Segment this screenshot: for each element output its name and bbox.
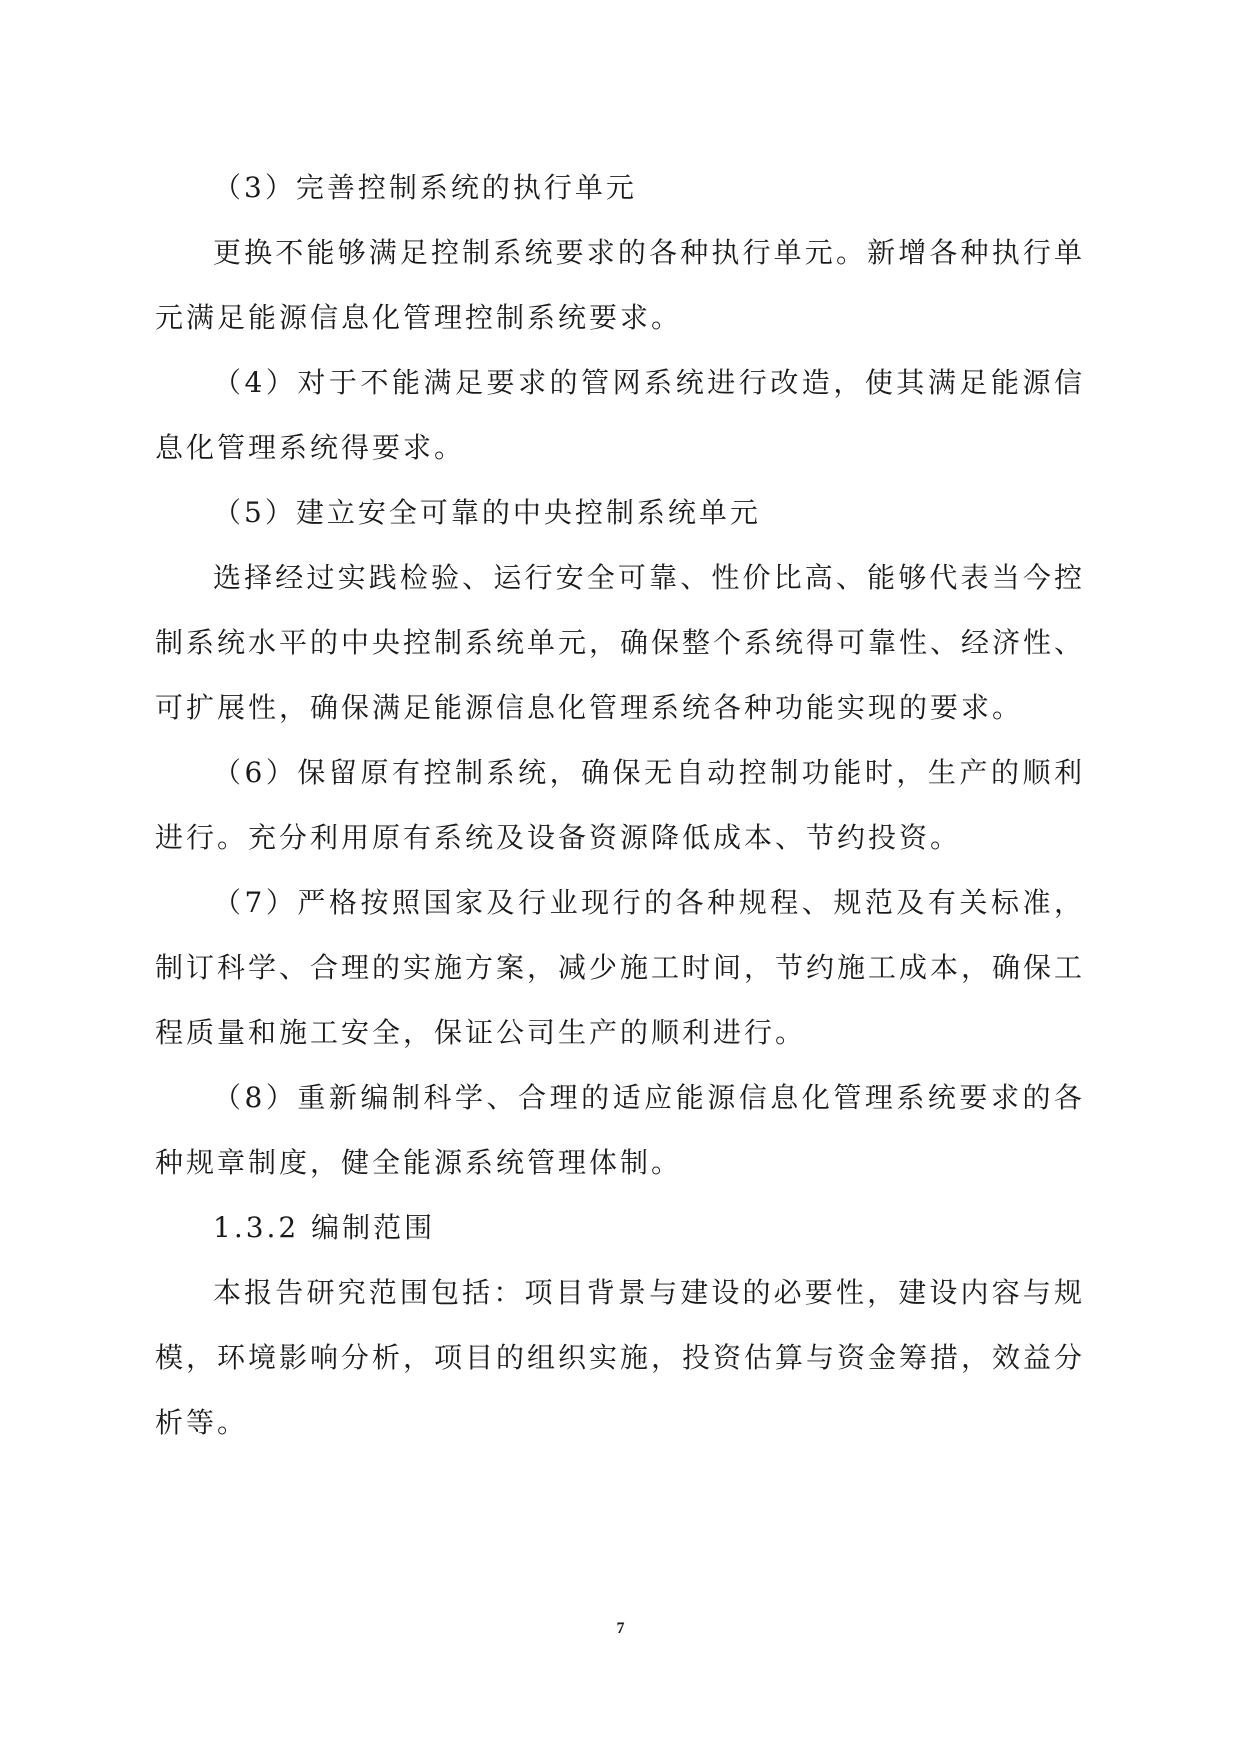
paragraph-5-body: 选择经过实践检验、运行安全可靠、性价比高、能够代表当今控制系统水平的中央控制系统单元，确保整个系统得可靠性、经济性、可扩展性，确保满足能源信息化管理系统各种功能实现的要求。 [155, 561, 1086, 724]
paragraph-3-body: 更换不能够满足控制系统要求的各种执行单元。新增各种执行单元满足能源信息化管理控制系统要求。 [155, 236, 1085, 334]
subheading-5: （5）建立安全可靠的中央控制系统单元 [213, 496, 761, 529]
paragraph-7: （7）严格按照国家及行业现行的各种规程、规范及有关标准，制订科学、合理的实施方案，减少施工时间，节约施工成本，确保工程质量和施工安全，保证公司生产的顺利进行。 [155, 886, 1086, 1049]
page-number: 7 [616, 1620, 625, 1637]
paragraph-scope: 本报告研究范围包括：项目背景与建设的必要性，建设内容与规模，环境影响分析，项目的组织实施，投资估算与资金筹措，效益分析等。 [155, 1276, 1086, 1439]
document-body [155, 155, 1085, 1455]
subheading-3: （3）完善控制系统的执行单元 [213, 171, 637, 204]
paragraph-8: （8）重新编制科学、合理的适应能源信息化管理系统要求的各种规章制度，健全能源系统管理体制。 [155, 1081, 1085, 1179]
section-heading-1-3-2: 1.3.2 编制范围 [213, 1211, 436, 1244]
paragraph-4: （4）对于不能满足要求的管网系统进行改造，使其满足能源信息化管理系统得要求。 [155, 366, 1085, 464]
paragraph-6: （6）保留原有控制系统，确保无自动控制功能时，生产的顺利进行。充分利用原有系统及设备资源降低成本、节约投资。 [155, 756, 1085, 854]
